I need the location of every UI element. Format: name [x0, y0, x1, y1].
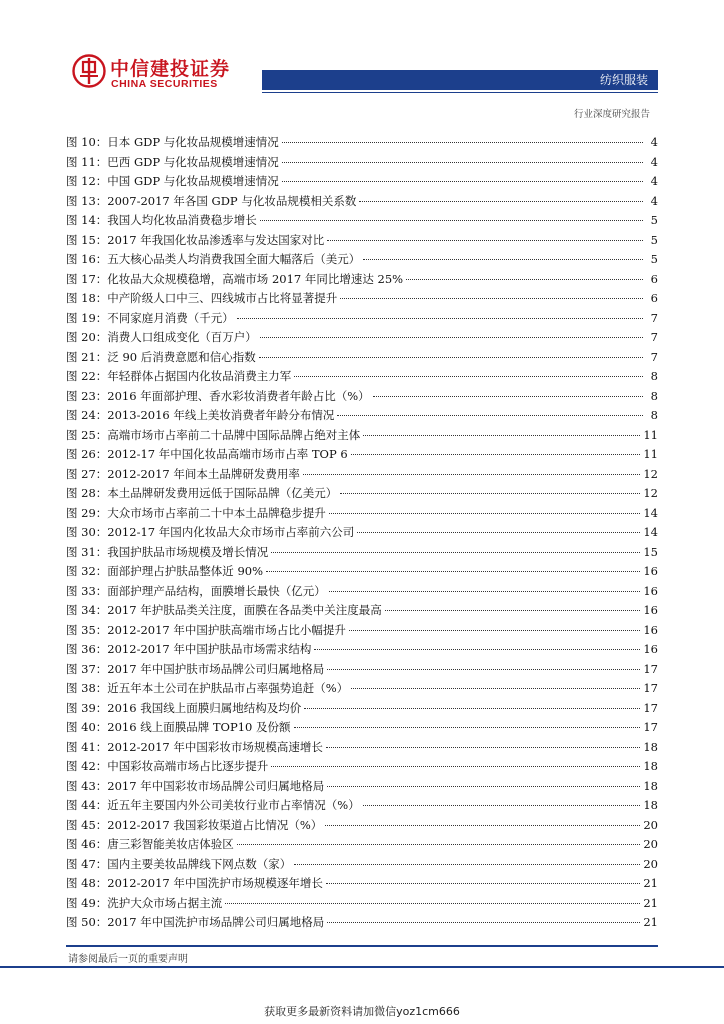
toc-entry[interactable] — [66, 406, 658, 426]
toc-entry[interactable] — [66, 543, 658, 563]
toc-figure-number: 图 24： — [66, 408, 108, 422]
toc-dot-leader — [337, 415, 643, 416]
toc-figure-title: 面部护理占护肤品整体近 90% — [107, 564, 264, 578]
toc-entry[interactable] — [66, 738, 658, 758]
toc-page-number: 16 — [643, 603, 658, 617]
toc-dot-leader — [349, 630, 640, 631]
toc-figure-title: 近五年主要国内外公司美妆行业市占率情况（%） — [107, 798, 360, 812]
toc-entry[interactable] — [66, 621, 658, 641]
toc-page-number: 6 — [650, 291, 658, 305]
toc-dot-leader — [303, 474, 640, 475]
toc-page-number: 17 — [643, 661, 658, 676]
toc-figure-number: 图 13： — [66, 193, 108, 208]
toc-dot-leader — [260, 220, 643, 221]
toc-page-number: 15 — [643, 544, 658, 559]
figure-list — [66, 133, 658, 933]
toc-entry[interactable] — [66, 523, 658, 543]
toc-figure-title: 泛 90 后消费意愿和信心指数 — [107, 349, 256, 364]
toc-page-number: 20 — [643, 856, 658, 871]
toc-figure-title: 我国人均化妆品消费稳步增长 — [107, 213, 257, 227]
footer-rule — [66, 945, 658, 947]
toc-entry[interactable] — [66, 367, 658, 387]
toc-entry[interactable] — [66, 913, 658, 933]
toc-page-number: 18 — [643, 739, 658, 754]
toc-entry[interactable] — [66, 582, 658, 602]
toc-figure-title: 2017 年我国化妆品渗透率与发达国家对比 — [107, 232, 325, 247]
toc-figure-number: 图 32： — [66, 564, 108, 578]
toc-page-number: 8 — [650, 369, 658, 383]
report-type-label: 行业深度研究报告 — [573, 109, 650, 120]
toc-figure-title: 唐三彩智能美妆店体验区 — [107, 837, 234, 851]
toc-figure-title: 洗护大众市场占据主流 — [107, 895, 223, 910]
toc-dot-leader — [326, 883, 640, 884]
toc-page-number: 21 — [643, 876, 658, 890]
toc-page-number: 4 — [650, 193, 658, 208]
toc-dot-leader — [294, 727, 641, 728]
toc-figure-title: 2012-2017 我国彩妆渠道占比情况（%） — [107, 817, 323, 832]
toc-dot-leader — [271, 766, 640, 767]
toc-dot-leader — [266, 571, 640, 572]
toc-dot-leader — [327, 240, 643, 241]
toc-figure-number: 图 42： — [66, 759, 108, 773]
toc-dot-leader — [282, 162, 643, 163]
toc-dot-leader — [363, 805, 641, 806]
toc-figure-number: 图 14： — [66, 213, 108, 227]
toc-figure-title: 高端市场市占率前二十品牌中国际品牌占绝对主体 — [107, 427, 361, 442]
toc-dot-leader — [260, 337, 643, 338]
toc-figure-number: 图 29： — [66, 505, 108, 520]
toc-figure-title: 2016 我国线上面膜归属地结构及均价 — [107, 700, 302, 715]
toc-figure-title: 日本 GDP 与化妆品规模增速情况 — [107, 135, 279, 149]
toc-page-number: 18 — [643, 778, 658, 793]
toc-figure-title: 2012-2017 年间本土品牌研发费用率 — [107, 466, 300, 481]
toc-page-number: 7 — [650, 330, 658, 344]
toc-dot-leader — [327, 786, 640, 787]
toc-figure-number: 图 39： — [66, 700, 108, 715]
toc-entry[interactable] — [66, 250, 658, 270]
toc-entry[interactable] — [66, 816, 658, 836]
toc-entry[interactable] — [66, 192, 658, 212]
toc-entry[interactable] — [66, 679, 658, 699]
toc-dot-leader — [237, 318, 643, 319]
toc-page-number: 5 — [650, 213, 658, 227]
toc-figure-number: 图 10： — [66, 135, 108, 149]
toc-figure-number: 图 26： — [66, 447, 108, 461]
toc-entry[interactable] — [66, 484, 658, 504]
toc-figure-title: 2017 年中国护肤市场品牌公司归属地格局 — [107, 661, 325, 676]
toc-dot-leader — [357, 532, 640, 533]
toc-entry[interactable] — [66, 562, 658, 582]
toc-dot-leader — [385, 610, 641, 611]
toc-figure-number: 图 23： — [66, 388, 108, 403]
toc-page-number: 17 — [643, 720, 658, 734]
toc-dot-leader — [259, 357, 643, 358]
toc-entry[interactable] — [66, 172, 658, 192]
toc-entry[interactable] — [66, 153, 658, 173]
toc-figure-title: 2012-2017 年中国护肤高端市场占比小幅提升 — [107, 622, 346, 637]
toc-dot-leader — [225, 903, 640, 904]
toc-dot-leader — [363, 435, 640, 436]
toc-figure-number: 图 27： — [66, 466, 108, 481]
toc-figure-number: 图 47： — [66, 856, 108, 871]
toc-dot-leader — [340, 298, 643, 299]
toc-figure-number: 图 36： — [66, 642, 108, 656]
toc-entry[interactable] — [66, 426, 658, 446]
toc-dot-leader — [373, 396, 643, 397]
toc-page-number: 5 — [650, 252, 658, 266]
toc-page-number: 18 — [643, 759, 658, 773]
toc-figure-number: 图 45： — [66, 817, 108, 832]
toc-page-number: 14 — [643, 505, 658, 520]
toc-page-number: 14 — [643, 525, 658, 539]
toc-figure-title: 五大核心品类人均消费我国全面大幅落后（美元） — [107, 252, 361, 266]
toc-entry[interactable] — [66, 660, 658, 680]
toc-dot-leader — [325, 825, 640, 826]
toc-dot-leader — [329, 513, 641, 514]
toc-figure-title: 2016 线上面膜品牌 TOP10 及份额 — [107, 720, 291, 734]
wechat-contact-note: 获取更多最新资料请加微信yoz1cm666 — [264, 1005, 460, 1018]
toc-figure-number: 图 16： — [66, 252, 108, 266]
toc-page-number: 12 — [643, 486, 658, 500]
toc-figure-title: 巴西 GDP 与化妆品规模增速情况 — [107, 154, 279, 169]
toc-figure-title: 2017 年中国彩妆市场品牌公司归属地格局 — [107, 778, 325, 793]
company-logo — [72, 50, 282, 100]
toc-figure-number: 图 49： — [66, 895, 108, 910]
toc-figure-title: 中国彩妆高端市场占比逐步提升 — [107, 759, 269, 773]
toc-figure-title: 大众市场市占率前二十中本土品牌稳步提升 — [107, 505, 326, 520]
toc-entry[interactable] — [66, 699, 658, 719]
toc-page-number: 8 — [650, 408, 658, 422]
toc-page-number: 5 — [650, 232, 658, 247]
logo-english-name: CHINA SECURITIES — [111, 78, 218, 90]
toc-figure-number: 图 30： — [66, 525, 108, 539]
toc-figure-number: 图 15： — [66, 232, 108, 247]
toc-page-number: 21 — [643, 915, 658, 929]
toc-figure-number: 图 38： — [66, 681, 108, 695]
toc-entry[interactable] — [66, 270, 658, 290]
toc-page-number: 17 — [643, 700, 658, 715]
toc-page-number: 17 — [643, 681, 658, 695]
toc-entry[interactable] — [66, 387, 658, 407]
toc-figure-number: 图 25： — [66, 427, 108, 442]
toc-entry[interactable] — [66, 757, 658, 777]
toc-dot-leader — [406, 279, 643, 280]
toc-dot-leader — [237, 844, 641, 845]
toc-figure-number: 图 22： — [66, 369, 108, 383]
toc-page-number: 11 — [643, 447, 658, 461]
toc-page-number: 4 — [650, 135, 658, 149]
toc-figure-title: 2013-2016 年线上美妆消费者年龄分布情况 — [107, 408, 335, 422]
toc-entry[interactable] — [66, 894, 658, 914]
toc-figure-number: 图 37： — [66, 661, 108, 676]
toc-figure-title: 近五年本土公司在护肤品市占率强势追赶（%） — [107, 681, 349, 695]
toc-page-number: 20 — [643, 837, 658, 851]
toc-figure-number: 图 41： — [66, 739, 108, 754]
toc-figure-title: 我国护肤品市场规模及增长情况 — [107, 544, 269, 559]
toc-entry[interactable] — [66, 133, 658, 153]
toc-dot-leader — [329, 591, 641, 592]
toc-entry[interactable] — [66, 504, 658, 524]
toc-figure-number: 图 33： — [66, 583, 108, 598]
toc-figure-title: 消费人口组成变化（百万户） — [107, 330, 257, 344]
toc-entry[interactable] — [66, 328, 658, 348]
toc-figure-title: 2012-2017 年中国护肤品市场需求结构 — [107, 642, 312, 656]
toc-page-number: 16 — [643, 583, 658, 598]
toc-entry[interactable] — [66, 874, 658, 894]
toc-figure-number: 图 21： — [66, 349, 108, 364]
toc-entry[interactable] — [66, 445, 658, 465]
toc-figure-number: 图 34： — [66, 603, 108, 617]
toc-page-number: 16 — [643, 622, 658, 637]
toc-figure-title: 年轻群体占据国内化妆品消费主力军 — [107, 369, 292, 383]
toc-figure-number: 图 11： — [66, 154, 108, 169]
toc-page-number: 18 — [643, 798, 658, 812]
toc-page-number: 21 — [643, 895, 658, 910]
toc-entry[interactable] — [66, 211, 658, 231]
toc-entry[interactable] — [66, 289, 658, 309]
toc-entry[interactable] — [66, 465, 658, 485]
toc-page-number: 16 — [643, 564, 658, 578]
toc-figure-number: 图 43： — [66, 778, 108, 793]
toc-figure-number: 图 46： — [66, 837, 108, 851]
toc-page-number: 7 — [650, 349, 658, 364]
toc-figure-title: 2017 年中国洗护市场品牌公司归属地格局 — [107, 915, 325, 929]
toc-entry[interactable] — [66, 835, 658, 855]
toc-page-number: 7 — [650, 310, 658, 325]
toc-figure-number: 图 31： — [66, 544, 108, 559]
disclaimer-note: 请参阅最后一页的重要声明 — [68, 954, 188, 965]
toc-page-number: 11 — [643, 427, 658, 442]
toc-entry[interactable] — [66, 855, 658, 875]
toc-figure-title: 2012-17 年国内化妆品大众市场市占率前六公司 — [107, 525, 355, 539]
toc-page-number: 12 — [643, 466, 658, 481]
toc-figure-title: 2017 年护肤品类关注度，面膜在各品类中关注度最高 — [107, 603, 382, 617]
toc-page-number: 20 — [643, 817, 658, 832]
toc-entry[interactable] — [66, 601, 658, 621]
header-rule — [262, 92, 658, 93]
toc-figure-title: 中国 GDP 与化妆品规模增速情况 — [107, 174, 279, 188]
toc-dot-leader — [340, 493, 640, 494]
toc-dot-leader — [326, 747, 640, 748]
toc-figure-number: 图 19： — [66, 310, 108, 325]
footer-bar — [0, 966, 724, 968]
toc-figure-number: 图 44： — [66, 798, 108, 812]
toc-figure-number: 图 20： — [66, 330, 108, 344]
toc-dot-leader — [314, 649, 640, 650]
toc-figure-number: 图 12： — [66, 174, 108, 188]
toc-dot-leader — [304, 708, 640, 709]
page-header — [0, 0, 724, 120]
toc-dot-leader — [351, 454, 641, 455]
toc-entry[interactable] — [66, 777, 658, 797]
toc-dot-leader — [359, 201, 643, 202]
toc-entry[interactable] — [66, 309, 658, 329]
toc-entry[interactable] — [66, 348, 658, 368]
toc-figure-number: 图 50： — [66, 915, 108, 929]
toc-figure-title: 国内主要美妆品牌线下网点数（家） — [107, 856, 292, 871]
toc-figure-title: 化妆品大众规模稳增，高端市场 2017 年同比增速达 25% — [107, 271, 404, 286]
toc-dot-leader — [282, 142, 643, 143]
toc-page-number: 16 — [643, 642, 658, 656]
toc-page-number: 6 — [650, 271, 658, 286]
toc-dot-leader — [351, 688, 640, 689]
toc-figure-number: 图 17： — [66, 271, 108, 286]
toc-dot-leader — [282, 181, 643, 182]
toc-figure-title: 2016 年面部护理、香水彩妆消费者年龄占比（%） — [107, 388, 370, 403]
logo-chinese-name: 中信建投证券 — [110, 58, 231, 80]
toc-figure-number: 图 48： — [66, 876, 108, 890]
sector-label: 纺织服装 — [599, 73, 648, 87]
toc-dot-leader — [363, 259, 643, 260]
toc-entry[interactable] — [66, 231, 658, 251]
toc-entry[interactable] — [66, 640, 658, 660]
toc-dot-leader — [271, 552, 640, 553]
toc-dot-leader — [327, 922, 640, 923]
toc-page-number: 8 — [650, 388, 658, 403]
toc-figure-number: 图 18： — [66, 291, 108, 305]
toc-figure-title: 本土品牌研发费用远低于国际品牌（亿美元） — [107, 486, 338, 500]
toc-figure-number: 图 28： — [66, 486, 108, 500]
toc-dot-leader — [294, 864, 640, 865]
toc-figure-title: 不同家庭月消费（千元） — [107, 310, 234, 325]
toc-dot-leader — [294, 376, 643, 377]
toc-dot-leader — [327, 669, 640, 670]
toc-figure-title: 2012-17 年中国化妆品高端市场市占率 TOP 6 — [107, 447, 348, 461]
toc-page-number: 4 — [650, 154, 658, 169]
toc-entry[interactable] — [66, 796, 658, 816]
toc-figure-number: 图 40： — [66, 720, 108, 734]
toc-figure-title: 面部护理产品结构，面膜增长最快（亿元） — [107, 583, 326, 598]
toc-figure-number: 图 35： — [66, 622, 108, 637]
toc-entry[interactable] — [66, 718, 658, 738]
toc-figure-title: 中产阶级人口中三、四线城市占比将显著提升 — [107, 291, 338, 305]
toc-figure-title: 2012-2017 年中国洗护市场规模逐年增长 — [107, 876, 323, 890]
toc-figure-title: 2012-2017 年中国彩妆市场规模高速增长 — [107, 739, 323, 754]
citic-logo-icon — [72, 54, 106, 88]
toc-figure-title: 2007-2017 年各国 GDP 与化妆品规模相关系数 — [107, 193, 357, 208]
header-bar — [262, 70, 658, 90]
toc-page-number: 4 — [650, 174, 658, 188]
